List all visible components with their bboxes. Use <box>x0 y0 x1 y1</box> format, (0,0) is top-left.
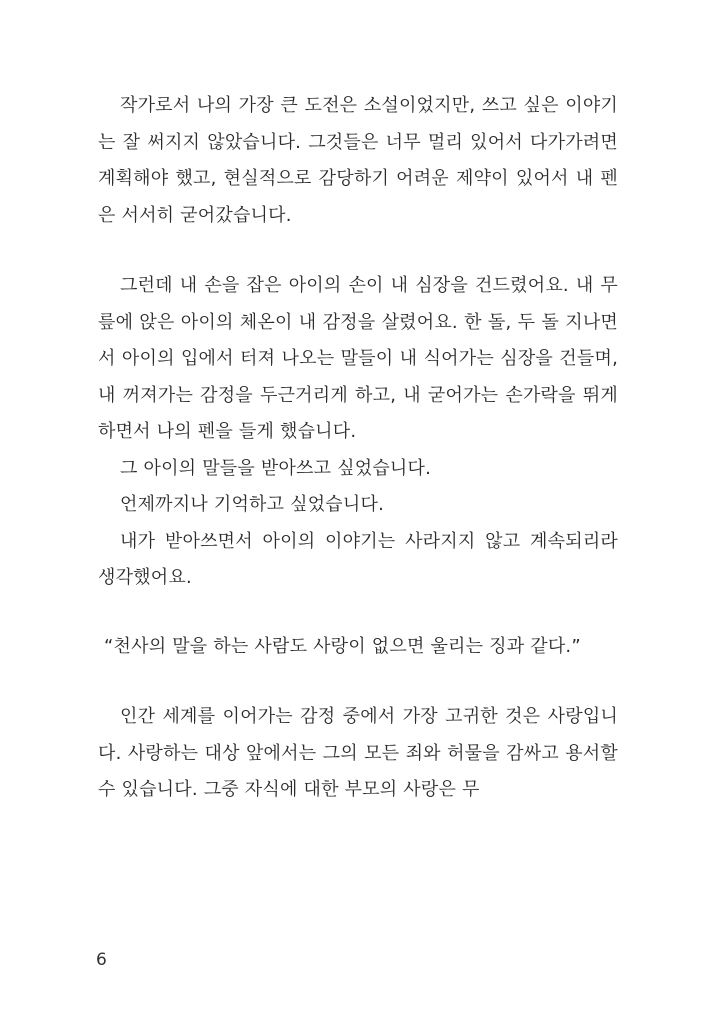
line-remember-forever: 언제까지나 기억하고 싶었습니다. <box>120 494 384 515</box>
paragraph-story-continues: 내가 받아쓰면서 아이의 이야기는 사라지지 않고 계속되리라 생각했어요. <box>98 530 618 588</box>
page-body <box>98 88 618 809</box>
line-transcribe-words: 그 아이의 말들을 받아쓰고 싶었습니다. <box>120 457 432 479</box>
quote-angel-words: “천사의 말을 하는 사람도 사랑이 없으면 울리는 징과 같다.” <box>104 635 581 657</box>
page-number: 6 <box>96 950 108 970</box>
paragraph-noble-love: 인간 세계를 이어가는 감정 중에서 가장 고귀한 것은 사랑입니다. 사랑하는 대상 앞에서는 그의 모든 죄와 허물을 감싸고 용서할 수 있습니다. 그중 자식에 대한 부모의 사랑은 무 <box>98 706 618 800</box>
paragraph-child-hand: 그런데 내 손을 잡은 아이의 손이 내 심장을 건드렸어요. 내 무릎에 앉은 아이의 체온이 내 감정을 살렸어요. 한 돌, 두 돌 지나면서 아이의 입에서 터져 나오는 말들이 내 식어가는 심장을 건들며, 내 꺼져가는 감정을 두근거리게 하고, 내 굳어가는 손가락을 뛰게 하면서 나의 펜을 들게 했습니다. <box>98 275 618 442</box>
paragraph-novel-challenge: 작가로서 나의 가장 큰 도전은 소설이었지만, 쓰고 싶은 이야기는 잘 써지지 않았습니다. 그것들은 너무 멀리 있어서 다가가려면 계획해야 했고, 현실적으로 감당하기 어려운 제약이 있어서 내 펜은 서서히 굳어갔습니다. <box>98 95 618 226</box>
